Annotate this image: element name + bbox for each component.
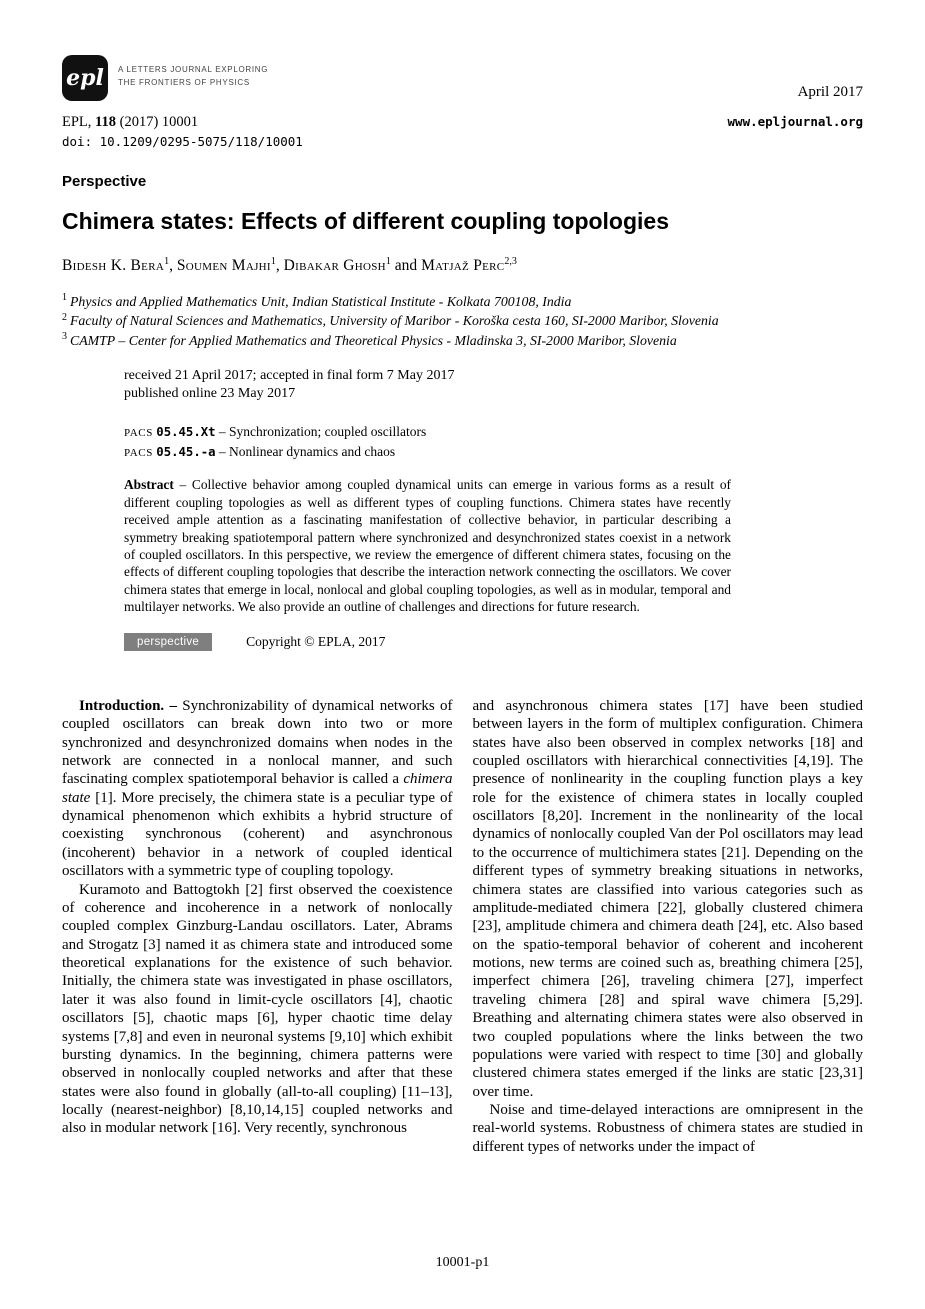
paragraph-text: [1]. More precisely, the chimera state is a peculiar type of dynamical phenomenon which exhibits a hybrid structure of coexisting synchronous (coherent) and asynchronous (incoherent) behavior in a network of coupled identical oscillators with a symmetric type of coupling topology. bbox=[62, 789, 453, 880]
published-line: published online 23 May 2017 bbox=[124, 386, 296, 402]
author-name: Matjaž Perc bbox=[421, 257, 505, 274]
pacs-code: 05.45.-a bbox=[156, 445, 216, 460]
author-affil-sup: 2,3 bbox=[504, 255, 517, 267]
paragraph-text: Synchronizability of dynamical networks of coupled oscillators can break down into two or more synchronized and desynchronized domains when nodes in the network are connected in a nonlocal manner, and such fascinating complex spatiotemporal behavior is called a bbox=[62, 697, 453, 788]
body-paragraph: and asynchronous chimera states [17] have been studied between layers in the form of multiplex configuration. Chimera states have also been observed in complex networks [18] and coupled oscillators with hierarchical connectivities [4,19]. The presence of nonlinearity in the coupling function plays a key role for the existence of chimera states in locally coupled oscillators [8,20]. Increment in the nonlinearity of the local dynamics of nonlocally coupled Van der Pol oscillators may lead to the occurrence of multichimera states [21]. Depending on the different types of symmetry breaking situations in networks, chimera states are classified into various categories such as amplitude-mediated chimera [22], globally clustered chimera [23], amplitude chimera and chimera death [24], etc. Also based on the spatio-temporal behavior of coherent and incoherent motions, new terms are coined such as, breathing chimera [25], imperfect chimera [26], traveling chimera [27], imperfect traveling chimera [28] and spiral wave chimera [5,29]. Breathing and alternating chimera states were also observed in two coupled populations where the links between the two populations were varied with respect to time [30] and globally clustered chimera states emerged if the links are static [23,31] over time. bbox=[472, 697, 863, 1100]
pacs-description: – Synchronization; coupled oscillators bbox=[218, 423, 427, 439]
author-affil-sup: 1 bbox=[164, 255, 170, 267]
author bbox=[276, 257, 391, 274]
perspective-badge: perspective bbox=[124, 633, 212, 651]
intro-paragraph bbox=[62, 697, 453, 881]
issue-volume: 118 bbox=[95, 114, 116, 130]
pacs-entry bbox=[124, 422, 863, 442]
pacs-code: 05.45.Xt bbox=[156, 424, 216, 439]
article-type-heading: Perspective bbox=[62, 173, 147, 190]
body-paragraph: Kuramoto and Battogtokh [2] first observed the coexistence of coherence and incoherence in a network of nonlocally coupled complex Ginzburg-Landau oscillators. Later, Abrams and Strogatz [3] named it as chimera state and introduced some theoretical explanations for the existence of such behavior. Initially, the chimera state was investigated in phase oscillators, later it was also found in limit-cycle oscillators [4], chaotic oscillators [5], chaotic maps [6], hyper chaotic time delay systems [7,8] and even in neuronal systems [9,10] which exhibit bursting dynamics. In the beginning, chimera patterns were observed in nonlocally coupled networks and after that these states were also found in globally (all-to-all coupling) [11–13], locally (nearest-neighbor) [8,10,14,15] coupled networks and also in modular network [16]. Very recently, synchronous bbox=[62, 881, 453, 1137]
affiliation bbox=[62, 292, 863, 311]
author-separator: , bbox=[169, 257, 177, 274]
affiliation-text: Physics and Applied Mathematics Unit, Indian Statistical Institute - Kolkata 700108, India bbox=[70, 294, 572, 309]
journal-header bbox=[62, 55, 863, 149]
pacs-block bbox=[124, 422, 863, 463]
affiliation-list bbox=[62, 292, 863, 350]
issue-line bbox=[62, 114, 198, 131]
italic-term: chimera state bbox=[62, 771, 453, 806]
page-title: Chimera states: Effects of different coupling topologies bbox=[62, 208, 670, 234]
affiliation-number: 2 bbox=[62, 311, 67, 323]
author bbox=[62, 257, 169, 274]
epl-logo bbox=[62, 55, 108, 101]
author-affil-sup: 1 bbox=[385, 255, 391, 267]
author-name: Dibakar Ghosh bbox=[283, 257, 386, 274]
journal-website-link[interactable]: www.epljournal.org bbox=[727, 114, 863, 129]
author-list bbox=[62, 257, 863, 275]
pacs-label: PACS bbox=[124, 426, 153, 439]
author-affil-sup: 1 bbox=[270, 255, 276, 267]
abstract-label: Abstract bbox=[124, 477, 174, 493]
affiliation bbox=[62, 331, 863, 350]
copyright-row bbox=[124, 633, 863, 651]
author-name: Bidesh K. Bera bbox=[62, 257, 165, 274]
epl-logo-text: epl bbox=[66, 65, 104, 91]
copyright-text: Copyright © EPLA, 2017 bbox=[246, 633, 386, 649]
issue-date: April 2017 bbox=[797, 84, 863, 100]
affiliation-text: CAMTP – Center for Applied Mathematics and Theoretical Physics - Mladinska 3, SI-2000 Maribor, Slovenia bbox=[70, 332, 677, 348]
author-separator: , bbox=[275, 257, 284, 274]
body-paragraph: Noise and time-delayed interactions are omnipresent in the real-world systems. Robustness of chimera states are studied in different types of networks under the impact of bbox=[472, 1102, 863, 1155]
article-body bbox=[62, 697, 863, 1156]
author bbox=[169, 257, 276, 274]
affiliation bbox=[62, 311, 863, 330]
page-number: 10001-p1 bbox=[435, 1255, 490, 1270]
affiliation-number: 1 bbox=[62, 292, 67, 304]
pacs-entry bbox=[124, 442, 863, 462]
affiliation-text: Faculty of Natural Sciences and Mathematics, University of Maribor - Koroška cesta 160, SI-2000 Maribor, Slovenia bbox=[70, 313, 719, 329]
issue-number: (2017) 10001 bbox=[115, 114, 199, 130]
tagline-line2: THE FRONTIERS OF PHYSICS bbox=[118, 77, 250, 87]
affiliation-number: 3 bbox=[62, 331, 67, 343]
journal-tagline bbox=[118, 55, 268, 90]
abstract bbox=[124, 476, 731, 615]
issue-journal: EPL, bbox=[62, 114, 96, 130]
section-lead: Introduction. – bbox=[79, 697, 177, 714]
body-column-right bbox=[473, 697, 864, 1156]
pacs-label: PACS bbox=[124, 447, 153, 460]
tagline-line1: A LETTERS JOURNAL EXPLORING bbox=[118, 65, 269, 74]
author bbox=[391, 257, 517, 274]
dates-block bbox=[124, 367, 863, 404]
body-column-left bbox=[62, 697, 453, 1156]
author-name: Soumen Majhi bbox=[176, 257, 271, 274]
doi-line: doi: 10.1209/0295-5075/118/10001 bbox=[62, 134, 303, 149]
abstract-text: – Collective behavior among coupled dynamical units can emerge in various forms as a result of different coupling topologies as well as different types of coupling functions. Chimera states have recently received ample attention as a fascinating manifestation of collective behavior, in particular describing a symmetry breaking spatiotemporal pattern where synchronized and desynchronized states coexist in a network of coupled oscillators. In this perspective, we review the emergence of different chimera states, focusing on the effects of different coupling topologies that describe the interaction network connecting the oscillators. We cover chimera states that emerge in local, nonlocal and global coupling topologies, as well as in modular, temporal and multilayer networks. We also provide an outline of challenges and directions for future research. bbox=[124, 477, 731, 615]
pacs-description: – Nonlinear dynamics and chaos bbox=[218, 444, 396, 460]
author-separator: and bbox=[390, 257, 422, 274]
received-line: received 21 April 2017; accepted in final form 7 May 2017 bbox=[124, 367, 455, 383]
